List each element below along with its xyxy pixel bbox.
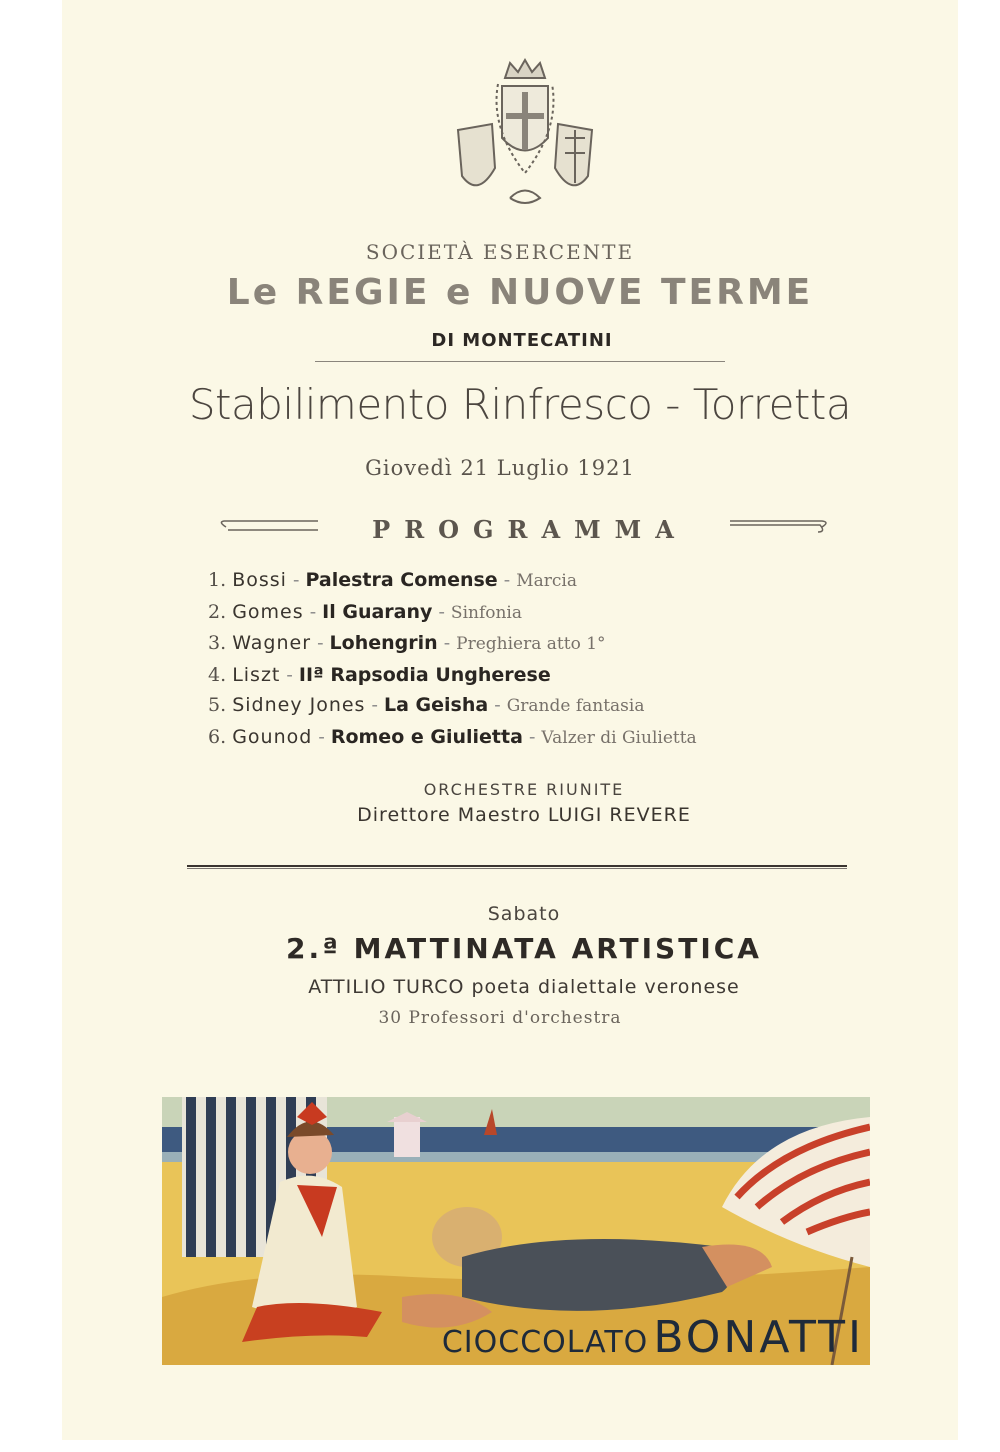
society-label: SOCIETÀ ESERCENTE (365, 240, 635, 264)
next-event-day: Sabato (487, 903, 561, 925)
work-form: Preghiera atto 1° (456, 634, 606, 654)
divider (315, 361, 725, 362)
company-name: Le REGIE e NUOVE TERME (226, 272, 814, 313)
work-title: Palestra Comense (305, 569, 498, 591)
director-label: Direttore Maestro LUIGI REVERE (357, 804, 691, 826)
work-form: Marcia (516, 571, 577, 591)
composer: Gomes (232, 600, 304, 623)
work-title: IIª Rapsodia Ungherese (298, 663, 551, 686)
composer: Bossi (232, 569, 287, 591)
work-title: Il Guarany (322, 600, 433, 623)
work-title: La Geisha (383, 694, 489, 716)
event-date: Giovedì 21 Luglio 1921 (365, 456, 635, 480)
coat-of-arms-emblem (440, 58, 610, 218)
orchestra-label: ORCHESTRE RIUNITE (423, 780, 625, 799)
venue-title: Stabilimento Rinfresco - Torretta (188, 380, 852, 429)
list-item: 4. Liszt - IIª Rapsodia Ungherese (208, 663, 551, 686)
programme-list (208, 565, 697, 753)
right-ornament-icon (730, 520, 830, 534)
composer: Gounod (232, 725, 313, 748)
next-event-guest: ATTILIO TURCO poeta dialettale veronese (308, 976, 740, 998)
next-event-orchestra: 30 Professori d'orchestra (378, 1008, 622, 1028)
list-item: 6. Gounod - Romeo e Giulietta - Valzer di Giulietta (208, 725, 697, 748)
work-form: Grande fantasia (506, 696, 645, 716)
next-event-title: 2.ª MATTINATA ARTISTICA (286, 932, 762, 965)
list-item: 1. Bossi - Palestra Comense - Marcia (208, 569, 577, 591)
chocolate-advert (162, 1097, 870, 1365)
list-item: 2. Gomes - Il Guarany - Sinfonia (208, 600, 523, 623)
programme-title: PROGRAMMA (372, 515, 688, 544)
composer: Wagner (232, 632, 312, 654)
composer: Liszt (232, 663, 281, 686)
composer: Sidney Jones (232, 694, 366, 716)
company-location: DI MONTECATINI (431, 330, 613, 351)
work-title: Lohengrin (329, 632, 438, 654)
work-form: Sinfonia (450, 602, 523, 623)
work-form: Valzer di Giulietta (541, 727, 697, 748)
section-divider (187, 865, 847, 869)
list-item: 3. Wagner - Lohengrin - Preghiera atto 1° (208, 632, 606, 654)
list-item: 5. Sidney Jones - La Geisha - Grande fantasia (208, 694, 645, 716)
advert-brand-text: CIOCCOLATO BONATTI (441, 1312, 864, 1363)
work-title: Romeo e Giulietta (330, 725, 523, 748)
